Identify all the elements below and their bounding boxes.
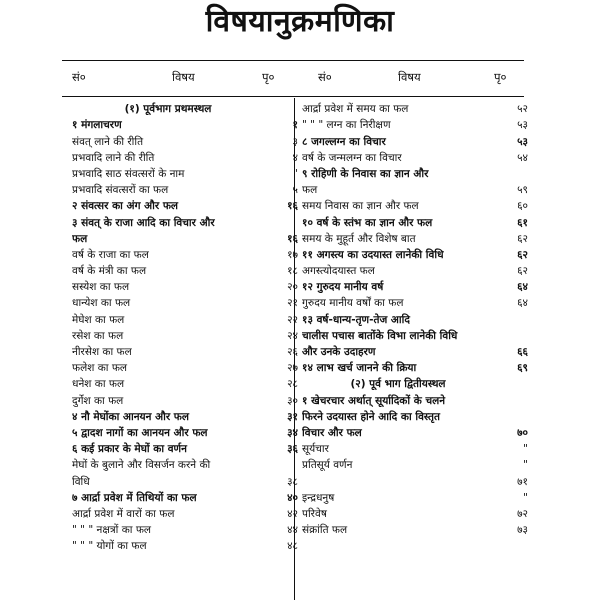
entry-page: २० <box>287 281 298 294</box>
right-header-sn: सं० <box>318 70 332 84</box>
entry-text: १३ वर्ष-धान्य-तृण-तेज आदि <box>302 313 410 326</box>
index-entry <box>302 182 528 198</box>
entry-page: ३४ <box>287 426 298 439</box>
entry-text: १ मंगलाचरण <box>72 119 122 132</box>
index-entry <box>72 150 298 166</box>
index-entry <box>72 376 298 392</box>
entry-page: ६२ <box>517 232 528 245</box>
entry-text: १४ लाभ खर्च जानने की क्रिया <box>302 362 417 375</box>
left-header-subject: विषय <box>172 70 195 84</box>
index-entry <box>72 473 298 489</box>
entry-text: विधि <box>72 475 90 488</box>
entry-page: ५ <box>292 184 298 197</box>
index-entry <box>302 166 528 182</box>
entry-page: ६२ <box>517 265 528 278</box>
index-entry <box>72 133 298 149</box>
entry-text: " " " नक्षत्रों का फल <box>72 524 152 537</box>
index-entry <box>72 117 298 133</box>
entry-text: सूर्यचार <box>302 443 329 456</box>
entry-text: फल <box>302 184 318 197</box>
entry-text: दुर्गेश का फल <box>72 394 124 407</box>
entry-page: २६ <box>287 346 298 358</box>
entry-page: ४४ <box>287 524 298 537</box>
index-entry <box>302 441 528 457</box>
entry-text: रसेश का फल <box>72 329 124 342</box>
entry-text: १ खेचरचार अर्थात् सूर्यादिकों के चलने <box>302 394 446 407</box>
left-header-page: पृ० <box>262 70 275 84</box>
index-entry <box>72 328 298 344</box>
index-entry <box>72 457 298 473</box>
entry-text: ७ आर्द्रा प्रवेश में तिथियों का फल <box>72 491 197 504</box>
right-header-page: पृ० <box>494 70 507 84</box>
entry-page: ५९ <box>517 184 528 197</box>
entry-page: ४२ <box>287 507 298 520</box>
index-entry <box>72 538 298 554</box>
entry-text: वर्ष के जन्मलग्न का विचार <box>302 151 402 164</box>
index-entry <box>302 376 528 392</box>
entry-text: १२ गुरुदय मानीय वर्ष <box>302 281 384 294</box>
index-entry <box>302 133 528 149</box>
left-column <box>72 101 298 554</box>
entry-page: ६६ <box>517 346 528 358</box>
index-entry <box>302 360 528 376</box>
index-entry <box>72 182 298 198</box>
entry-text: फल <box>72 232 88 245</box>
entry-text: परिवेष <box>302 507 327 520</box>
entry-text: आर्द्रा प्रवेश में समय का फल <box>302 103 409 116</box>
index-entry <box>302 311 528 327</box>
entry-text: प्रतिसूर्य वर्णन <box>302 459 353 472</box>
index-entry <box>302 425 528 441</box>
entry-page: १८ <box>287 265 298 278</box>
entry-page: २७ <box>287 362 298 375</box>
entry-page: ४ <box>292 151 298 164</box>
index-entry <box>302 214 528 230</box>
right-column <box>302 101 528 538</box>
entry-text: चालीस पचास बातोंके विभा लानेकी विधि <box>302 329 458 342</box>
entry-page: ४० <box>287 491 298 504</box>
index-entry <box>72 506 298 522</box>
index-entry <box>72 263 298 279</box>
index-entry <box>72 166 298 182</box>
index-entry <box>72 101 298 117</box>
entry-text: विचार और फल <box>302 426 362 439</box>
entry-text: इन्द्रधनुष <box>302 491 335 504</box>
entry-text: (१) पूर्वभाग प्रथमस्थल <box>124 103 212 116</box>
entry-text: " " " लग्न का निरीक्षण <box>302 119 391 132</box>
entry-text: ४ नौ मेघोंका आनयन और फल <box>72 410 189 423</box>
entry-page: " <box>523 491 528 504</box>
entry-page: ६१ <box>517 216 528 229</box>
entry-page: २४ <box>287 329 298 342</box>
index-entry <box>302 409 528 425</box>
entry-page: ३० <box>287 394 298 407</box>
entry-page: ७२ <box>517 507 528 520</box>
entry-text: १० वर्ष के स्तंभ का ज्ञान और फल <box>302 216 433 229</box>
entry-text: ३ संवत् के राजा आदि का विचार और <box>72 216 215 229</box>
entry-text: और उनके उदाहरण <box>302 346 376 358</box>
index-entry <box>72 344 298 360</box>
entry-text: ५ द्वादश नागों का आनयन और फल <box>72 426 208 439</box>
entry-text: आर्द्रा प्रवेश में वारों का फल <box>72 507 175 520</box>
entry-text: संवत् लाने की रीति <box>72 135 144 148</box>
entry-page: २१ <box>287 297 298 310</box>
entry-page: ५४ <box>517 151 528 164</box>
entry-text: ११ अगस्त्य का उदयास्त लानेकी विधि <box>302 248 444 261</box>
entry-page: ६४ <box>517 281 528 294</box>
entry-text: समय निवास का ज्ञान और फल <box>302 200 419 213</box>
index-entry <box>302 344 528 360</box>
entry-text: ६ कई प्रकार के मेघों का वर्णन <box>72 443 187 456</box>
entry-page: ३१ <box>287 410 298 423</box>
index-entry <box>302 295 528 311</box>
entry-page: ६९ <box>517 362 528 375</box>
index-entry <box>72 409 298 425</box>
entry-page: ४८ <box>287 540 298 553</box>
index-entry <box>302 231 528 247</box>
index-entry <box>302 150 528 166</box>
entry-text: मेघेश का फल <box>72 313 125 326</box>
header-rule <box>62 96 524 97</box>
entry-text: धान्येश का फल <box>72 297 131 310</box>
entry-page: ७३ <box>517 524 528 537</box>
index-entry <box>302 473 528 489</box>
entry-text: वर्ष के राजा का फल <box>72 248 149 261</box>
entry-text: " " " योगों का फल <box>72 540 147 553</box>
right-header-subject: विषय <box>398 70 421 84</box>
entry-page: १६ <box>287 200 298 213</box>
entry-text: गुरुदय मानीय वर्षों का फल <box>302 297 404 310</box>
index-entry <box>72 295 298 311</box>
index-entry <box>72 441 298 457</box>
index-entry <box>72 279 298 295</box>
entry-page: " <box>293 167 298 180</box>
entry-page: ७१ <box>517 475 528 488</box>
page-title: विषयानुक्रमणिका <box>205 4 395 39</box>
entry-page: ६४ <box>517 297 528 310</box>
entry-page: २२ <box>287 313 298 326</box>
index-entry <box>302 328 528 344</box>
index-entry <box>72 522 298 538</box>
entry-text: नीरसेश का फल <box>72 346 132 358</box>
entry-page: १६ <box>287 232 298 245</box>
index-entry <box>72 198 298 214</box>
entry-text: मेघों के बुलाने और विसर्जन करने की <box>72 459 211 472</box>
entry-text: धनेश का फल <box>72 378 125 391</box>
entry-page: ३ <box>292 135 298 148</box>
entry-page: ७० <box>517 426 528 439</box>
entry-page: ५३ <box>517 135 528 148</box>
index-entry <box>302 101 528 117</box>
entry-page: ५२ <box>517 103 528 116</box>
entry-text: ८ जगल्लग्न का विचार <box>302 135 386 148</box>
index-entry <box>72 214 298 230</box>
entry-text: सस्येश का फल <box>72 281 130 294</box>
entry-page: " <box>523 443 528 456</box>
index-entry <box>72 311 298 327</box>
entry-page: २८ <box>287 378 298 391</box>
entry-text: फिरने उदयास्त होने आदि का विस्तृत <box>302 410 440 423</box>
entry-text: वर्ष के मंत्री का फल <box>72 265 147 278</box>
entry-text: समय के मुहूर्त और विशेष बात <box>302 232 416 245</box>
entry-text: संक्रांति फल <box>302 524 348 537</box>
index-entry <box>302 457 528 473</box>
index-entry <box>302 506 528 522</box>
entry-page: १७ <box>287 248 298 261</box>
index-entry <box>72 425 298 441</box>
index-entry <box>72 360 298 376</box>
index-entry <box>72 490 298 506</box>
entry-page: ६० <box>517 200 528 213</box>
entry-page: ६२ <box>517 248 528 261</box>
entry-page: ५३ <box>517 119 528 132</box>
entry-text: प्रभवादि संवत्सरों का फल <box>72 184 169 197</box>
index-entry <box>302 392 528 408</box>
entry-text: ९ रोहिणी के निवास का ज्ञान और <box>302 167 429 180</box>
index-entry <box>72 231 298 247</box>
index-entry <box>302 263 528 279</box>
index-entry <box>302 198 528 214</box>
entry-page: १ <box>292 119 298 132</box>
entry-text: फलेश का फल <box>72 362 128 375</box>
index-entry <box>302 490 528 506</box>
entry-page: ३८ <box>287 475 298 488</box>
top-rule <box>62 60 524 61</box>
index-entry <box>302 279 528 295</box>
entry-text: अगस्त्योदयास्त फल <box>302 265 375 278</box>
entry-page: ३६ <box>287 443 298 456</box>
entry-text: प्रभवादि लाने की रीति <box>72 151 155 164</box>
left-header-sn: सं० <box>72 70 86 84</box>
index-entry <box>302 117 528 133</box>
entry-text: २ संवत्सर का अंग और फल <box>72 200 179 213</box>
index-entry <box>72 247 298 263</box>
entry-text: (२) पूर्व भाग द्वितीयस्थल <box>350 378 446 391</box>
entry-page: " <box>523 459 528 472</box>
index-entry <box>72 392 298 408</box>
entry-text: प्रभवादि साठ संवत्सरों के नाम <box>72 167 185 180</box>
index-entry <box>302 522 528 538</box>
index-entry <box>302 247 528 263</box>
